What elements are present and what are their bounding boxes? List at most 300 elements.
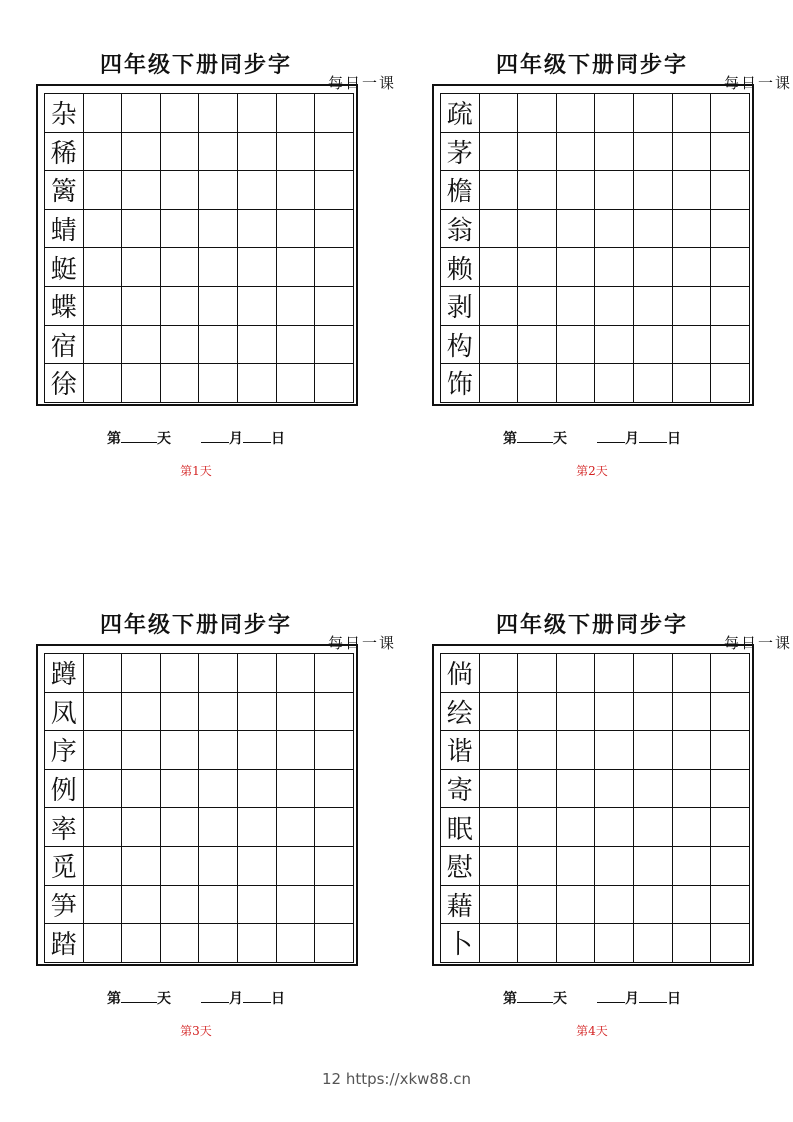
writing-cell[interactable] [673,364,712,403]
writing-cell[interactable] [315,171,354,210]
writing-cell[interactable] [199,808,238,847]
label-yue: 月 [625,991,639,1007]
writing-cell[interactable] [634,133,673,172]
writing-cell[interactable] [277,731,316,770]
writing-cell[interactable] [518,924,557,963]
writing-cell[interactable] [480,94,519,133]
page-footer: 12 https://xkw88.cn [321,1070,472,1088]
writing-cell[interactable] [595,847,634,886]
writing-cell[interactable] [595,248,634,287]
writing-cell[interactable] [557,770,596,809]
writing-cell[interactable] [84,693,123,732]
writing-cell[interactable] [277,886,316,925]
writing-cell[interactable] [199,364,238,403]
writing-cell[interactable] [277,248,316,287]
writing-cell[interactable] [315,654,354,693]
writing-cell[interactable] [84,731,123,770]
day-number-blank[interactable] [517,430,553,443]
writing-cell[interactable] [673,924,712,963]
writing-cell[interactable] [634,886,673,925]
writing-cell[interactable] [634,770,673,809]
writing-cell[interactable] [595,693,634,732]
writing-cell[interactable] [673,693,712,732]
sheet-subtitle: 每日一课 [723,74,792,92]
writing-cell[interactable] [84,210,123,249]
writing-cell[interactable] [634,654,673,693]
writing-cell[interactable] [277,326,316,365]
writing-cell[interactable] [315,94,354,133]
writing-cell[interactable] [711,133,750,172]
writing-cell[interactable] [161,924,200,963]
writing-cell[interactable] [277,133,316,172]
practice-sheet [432,14,792,494]
writing-cell[interactable] [557,94,596,133]
writing-cell[interactable] [480,210,519,249]
month-blank[interactable] [597,990,625,1003]
writing-cell[interactable] [122,326,161,365]
writing-cell[interactable] [199,133,238,172]
writing-cell[interactable] [595,326,634,365]
writing-cell[interactable] [634,248,673,287]
writing-cell[interactable] [480,693,519,732]
writing-cell[interactable] [634,808,673,847]
writing-cell[interactable] [84,326,123,365]
writing-cell[interactable] [634,924,673,963]
writing-cell[interactable] [711,94,750,133]
writing-cell[interactable] [238,287,277,326]
writing-cell[interactable] [673,886,712,925]
model-character: 篱 [45,171,84,210]
writing-cell[interactable] [518,808,557,847]
day-label: 第3天 [180,1024,212,1038]
sheet-title: 四年级下册同步字 [495,52,688,78]
writing-cell[interactable] [199,886,238,925]
practice-sheet [432,574,792,1054]
writing-cell[interactable] [711,886,750,925]
writing-cell[interactable] [634,287,673,326]
sheet-subtitle: 每日一课 [723,634,792,652]
writing-cell[interactable] [238,731,277,770]
writing-cell[interactable] [557,847,596,886]
model-character: 稀 [45,133,84,172]
model-character: 翁 [441,210,480,249]
writing-cell[interactable] [84,924,123,963]
writing-cell[interactable] [557,287,596,326]
writing-cell[interactable] [161,248,200,287]
label-yue: 月 [229,431,243,447]
writing-cell[interactable] [518,171,557,210]
writing-cell[interactable] [673,171,712,210]
model-character: 慰 [441,847,480,886]
model-character: 构 [441,326,480,365]
writing-cell[interactable] [238,808,277,847]
label-tian: 天 [157,991,171,1007]
label-di: 第 [107,991,121,1007]
writing-cell[interactable] [480,326,519,365]
model-character: 赖 [441,248,480,287]
writing-cell[interactable] [238,693,277,732]
writing-cell[interactable] [480,287,519,326]
writing-cell[interactable] [315,847,354,886]
writing-cell[interactable] [238,210,277,249]
writing-cell[interactable] [161,731,200,770]
writing-cell[interactable] [711,924,750,963]
writing-cell[interactable] [480,924,519,963]
writing-cell[interactable] [480,133,519,172]
writing-cell[interactable] [595,287,634,326]
writing-cell[interactable] [595,133,634,172]
writing-cell[interactable] [711,731,750,770]
writing-cell[interactable] [518,364,557,403]
writing-cell[interactable] [199,248,238,287]
writing-cell[interactable] [84,133,123,172]
date-blank[interactable] [639,990,667,1003]
writing-cell[interactable] [84,770,123,809]
writing-cell[interactable] [161,808,200,847]
model-character: 徐 [45,364,84,403]
writing-cell[interactable] [595,654,634,693]
writing-cell[interactable] [238,248,277,287]
writing-cell[interactable] [557,654,596,693]
date-blank[interactable] [243,990,271,1003]
writing-grid [440,653,750,963]
label-di: 第 [107,431,121,447]
model-character: 饰 [441,364,480,403]
writing-cell[interactable] [711,808,750,847]
sheet-subtitle: 每日一课 [327,634,396,652]
writing-cell[interactable] [84,364,123,403]
writing-cell[interactable] [122,924,161,963]
writing-cell[interactable] [161,133,200,172]
writing-cell[interactable] [122,364,161,403]
model-character: 踏 [45,924,84,963]
writing-cell[interactable] [122,94,161,133]
writing-cell[interactable] [315,770,354,809]
writing-cell[interactable] [315,808,354,847]
writing-cell[interactable] [480,171,519,210]
writing-cell[interactable] [277,210,316,249]
writing-cell[interactable] [161,287,200,326]
writing-cell[interactable] [480,886,519,925]
date-blank[interactable] [639,430,667,443]
writing-cell[interactable] [480,654,519,693]
writing-cell[interactable] [595,364,634,403]
sheet-title: 四年级下册同步字 [99,612,292,638]
writing-cell[interactable] [122,171,161,210]
writing-cell[interactable] [84,171,123,210]
writing-cell[interactable] [122,654,161,693]
writing-cell[interactable] [161,654,200,693]
model-character: 藉 [441,886,480,925]
model-character: 眠 [441,808,480,847]
writing-cell[interactable] [84,94,123,133]
writing-cell[interactable] [122,847,161,886]
model-character: 剥 [441,287,480,326]
date-line [432,428,752,448]
writing-cell[interactable] [122,770,161,809]
writing-cell[interactable] [711,770,750,809]
writing-cell[interactable] [711,210,750,249]
writing-cell[interactable] [595,731,634,770]
writing-grid [440,93,750,403]
writing-cell[interactable] [673,731,712,770]
label-ri: 日 [271,991,285,1007]
writing-cell[interactable] [673,248,712,287]
writing-cell[interactable] [315,693,354,732]
model-character: 茅 [441,133,480,172]
date-line [36,988,356,1008]
writing-cell[interactable] [161,886,200,925]
writing-cell[interactable] [199,770,238,809]
writing-cell[interactable] [122,210,161,249]
writing-cell[interactable] [595,171,634,210]
writing-cell[interactable] [277,287,316,326]
writing-cell[interactable] [673,326,712,365]
writing-cell[interactable] [277,693,316,732]
writing-cell[interactable] [277,171,316,210]
month-blank[interactable] [201,990,229,1003]
writing-cell[interactable] [673,847,712,886]
writing-cell[interactable] [518,326,557,365]
label-ri: 日 [667,431,681,447]
writing-cell[interactable] [634,364,673,403]
writing-cell[interactable] [557,693,596,732]
writing-cell[interactable] [518,133,557,172]
month-blank[interactable] [597,430,625,443]
writing-cell[interactable] [122,731,161,770]
writing-cell[interactable] [634,210,673,249]
writing-cell[interactable] [557,171,596,210]
model-character: 檐 [441,171,480,210]
writing-cell[interactable] [315,731,354,770]
label-yue: 月 [625,431,639,447]
writing-cell[interactable] [557,210,596,249]
writing-cell[interactable] [673,94,712,133]
writing-cell[interactable] [277,847,316,886]
writing-cell[interactable] [557,133,596,172]
month-blank[interactable] [201,430,229,443]
label-di: 第 [503,991,517,1007]
writing-cell[interactable] [634,94,673,133]
writing-cell[interactable] [84,847,123,886]
writing-cell[interactable] [238,133,277,172]
writing-cell[interactable] [238,171,277,210]
writing-cell[interactable] [480,770,519,809]
writing-cell[interactable] [518,847,557,886]
writing-cell[interactable] [480,847,519,886]
sheet-title: 四年级下册同步字 [99,52,292,78]
writing-cell[interactable] [238,886,277,925]
writing-cell[interactable] [711,847,750,886]
label-ri: 日 [667,991,681,1007]
model-character: 例 [45,770,84,809]
writing-cell[interactable] [518,210,557,249]
model-character: 寄 [441,770,480,809]
practice-sheet [36,574,396,1054]
writing-cell[interactable] [277,94,316,133]
writing-cell[interactable] [480,364,519,403]
day-number-blank[interactable] [121,990,157,1003]
writing-cell[interactable] [199,693,238,732]
writing-cell[interactable] [122,287,161,326]
writing-cell[interactable] [711,693,750,732]
writing-cell[interactable] [84,886,123,925]
writing-cell[interactable] [557,731,596,770]
writing-cell[interactable] [557,248,596,287]
day-label: 第1天 [180,464,212,478]
writing-cell[interactable] [711,287,750,326]
writing-cell[interactable] [161,364,200,403]
writing-cell[interactable] [315,886,354,925]
writing-cell[interactable] [634,171,673,210]
label-tian: 天 [157,431,171,447]
day-label: 第4天 [576,1024,608,1038]
writing-cell[interactable] [84,654,123,693]
writing-cell[interactable] [315,364,354,403]
writing-cell[interactable] [595,924,634,963]
writing-cell[interactable] [711,171,750,210]
writing-cell[interactable] [199,210,238,249]
writing-cell[interactable] [122,808,161,847]
writing-cell[interactable] [199,171,238,210]
writing-cell[interactable] [518,693,557,732]
writing-cell[interactable] [238,770,277,809]
writing-cell[interactable] [199,94,238,133]
writing-cell[interactable] [480,248,519,287]
writing-cell[interactable] [557,364,596,403]
writing-cell[interactable] [518,731,557,770]
writing-cell[interactable] [238,924,277,963]
writing-cell[interactable] [238,364,277,403]
writing-cell[interactable] [595,808,634,847]
writing-cell[interactable] [673,654,712,693]
writing-cell[interactable] [122,886,161,925]
writing-grid-frame [36,84,358,406]
writing-cell[interactable] [161,847,200,886]
model-character: 凤 [45,693,84,732]
writing-cell[interactable] [238,654,277,693]
writing-grid-frame [432,84,754,406]
writing-cell[interactable] [238,326,277,365]
writing-cell[interactable] [238,847,277,886]
writing-cell[interactable] [634,847,673,886]
writing-cell[interactable] [161,326,200,365]
writing-cell[interactable] [595,94,634,133]
writing-cell[interactable] [711,654,750,693]
day-number-blank[interactable] [121,430,157,443]
writing-cell[interactable] [711,326,750,365]
day-number-blank[interactable] [517,990,553,1003]
model-character: 疏 [441,94,480,133]
writing-cell[interactable] [161,770,200,809]
model-character: 率 [45,808,84,847]
writing-cell[interactable] [161,210,200,249]
writing-cell[interactable] [277,770,316,809]
writing-cell[interactable] [199,654,238,693]
writing-cell[interactable] [84,287,123,326]
sheet-subtitle: 每日一课 [327,74,396,92]
writing-cell[interactable] [122,248,161,287]
writing-cell[interactable] [277,924,316,963]
writing-cell[interactable] [315,248,354,287]
date-line [36,428,356,448]
writing-cell[interactable] [518,248,557,287]
writing-cell[interactable] [595,210,634,249]
model-character: 宿 [45,326,84,365]
writing-cell[interactable] [518,94,557,133]
writing-cell[interactable] [673,210,712,249]
model-character: 蝶 [45,287,84,326]
writing-cell[interactable] [277,654,316,693]
label-tian: 天 [553,431,567,447]
writing-cell[interactable] [315,287,354,326]
writing-cell[interactable] [673,808,712,847]
writing-cell[interactable] [84,248,123,287]
writing-cell[interactable] [634,326,673,365]
writing-cell[interactable] [673,287,712,326]
writing-cell[interactable] [315,133,354,172]
writing-cell[interactable] [518,287,557,326]
writing-cell[interactable] [161,171,200,210]
writing-cell[interactable] [161,693,200,732]
writing-cell[interactable] [480,808,519,847]
writing-cell[interactable] [199,731,238,770]
writing-cell[interactable] [199,287,238,326]
writing-cell[interactable] [518,654,557,693]
writing-cell[interactable] [277,808,316,847]
practice-sheet [36,14,396,494]
writing-cell[interactable] [711,248,750,287]
writing-cell[interactable] [199,326,238,365]
model-character: 绘 [441,693,480,732]
sheet-title: 四年级下册同步字 [495,612,688,638]
model-character: 序 [45,731,84,770]
writing-cell[interactable] [557,886,596,925]
writing-cell[interactable] [673,770,712,809]
label-yue: 月 [229,991,243,1007]
writing-cell[interactable] [480,731,519,770]
writing-cell[interactable] [161,94,200,133]
writing-cell[interactable] [518,886,557,925]
label-di: 第 [503,431,517,447]
writing-cell[interactable] [84,808,123,847]
writing-cell[interactable] [557,924,596,963]
writing-cell[interactable] [557,808,596,847]
model-character: 蜻 [45,210,84,249]
writing-cell[interactable] [199,924,238,963]
writing-cell[interactable] [673,133,712,172]
writing-cell[interactable] [122,133,161,172]
writing-cell[interactable] [595,770,634,809]
writing-cell[interactable] [634,731,673,770]
writing-grid-frame [432,644,754,966]
writing-cell[interactable] [315,210,354,249]
writing-cell[interactable] [315,924,354,963]
writing-cell[interactable] [518,770,557,809]
writing-cell[interactable] [315,326,354,365]
model-character: 卜 [441,924,480,963]
day-label: 第2天 [576,464,608,478]
date-blank[interactable] [243,430,271,443]
writing-cell[interactable] [557,326,596,365]
writing-cell[interactable] [277,364,316,403]
writing-cell[interactable] [199,847,238,886]
writing-cell[interactable] [595,886,634,925]
writing-cell[interactable] [634,693,673,732]
writing-cell[interactable] [711,364,750,403]
writing-cell[interactable] [238,94,277,133]
writing-cell[interactable] [122,693,161,732]
